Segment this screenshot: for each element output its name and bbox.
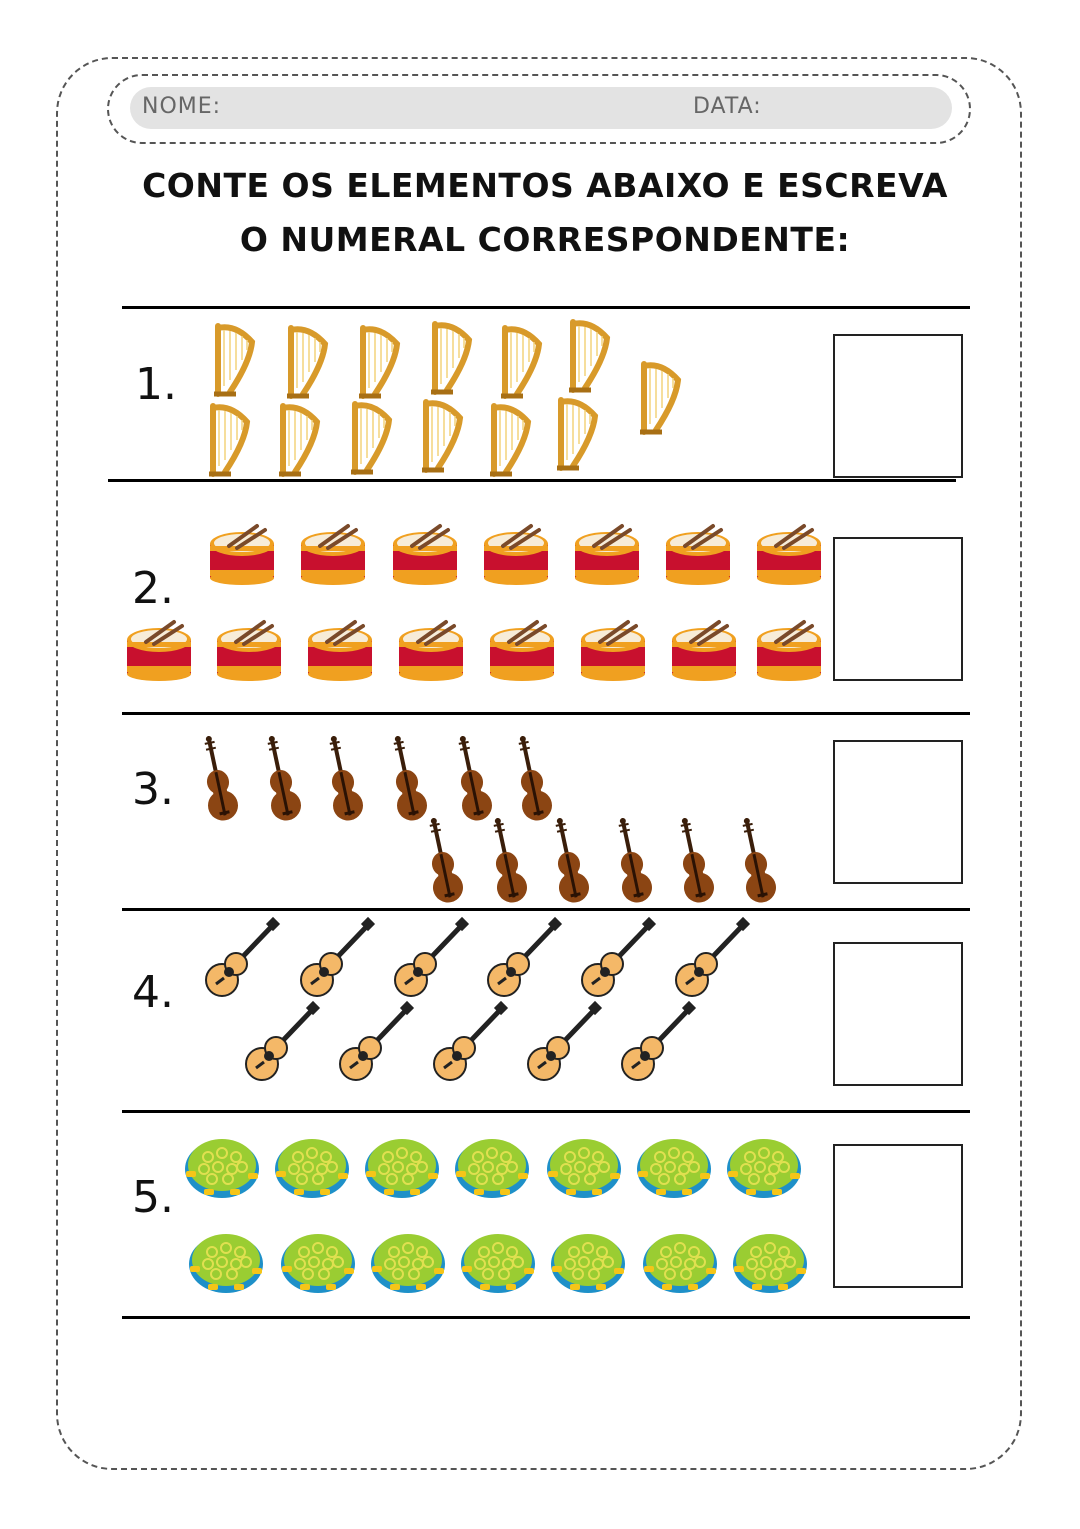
violin-icon bbox=[318, 732, 368, 824]
guitar-icon bbox=[616, 1002, 696, 1082]
harp-icon bbox=[210, 320, 260, 400]
answer-box-2[interactable] bbox=[833, 537, 963, 681]
instruction-line-1: CONTE OS ELEMENTOS ABAIXO E ESCREVA bbox=[142, 166, 948, 205]
divider-rule bbox=[122, 306, 970, 309]
guitar-icon bbox=[389, 918, 469, 998]
divider-rule bbox=[122, 712, 970, 715]
tambourine-icon bbox=[640, 1226, 720, 1296]
drum-icon bbox=[754, 618, 824, 682]
tambourine-icon bbox=[362, 1131, 442, 1201]
harp-icon bbox=[275, 400, 325, 480]
harp-icon bbox=[553, 394, 603, 474]
harp-icon bbox=[347, 398, 397, 478]
harp-icon bbox=[427, 318, 477, 398]
drum-icon bbox=[390, 522, 460, 586]
exercise-number: 1. bbox=[135, 359, 177, 410]
violin-icon bbox=[256, 732, 306, 824]
drum-icon bbox=[124, 618, 194, 682]
drum-icon bbox=[669, 618, 739, 682]
violin-icon bbox=[482, 814, 532, 906]
harp-icon bbox=[486, 400, 536, 480]
exercise-number: 4. bbox=[132, 967, 174, 1018]
violin-icon bbox=[447, 732, 497, 824]
violin-icon bbox=[731, 814, 781, 906]
guitar-icon bbox=[240, 1002, 320, 1082]
tambourine-icon bbox=[458, 1226, 538, 1296]
drum-icon bbox=[578, 618, 648, 682]
drum-icon bbox=[754, 522, 824, 586]
answer-box-3[interactable] bbox=[833, 740, 963, 884]
violin-icon bbox=[607, 814, 657, 906]
name-date-field[interactable] bbox=[130, 87, 952, 129]
guitar-icon bbox=[522, 1002, 602, 1082]
harp-icon bbox=[565, 316, 615, 396]
violin-icon bbox=[418, 814, 468, 906]
instruction-line-2: O NUMERAL CORRESPONDENTE: bbox=[239, 220, 851, 259]
tambourine-icon bbox=[368, 1226, 448, 1296]
guitar-icon bbox=[670, 918, 750, 998]
guitar-icon bbox=[295, 918, 375, 998]
date-label: DATA: bbox=[693, 94, 762, 119]
tambourine-icon bbox=[730, 1226, 810, 1296]
violin-icon bbox=[544, 814, 594, 906]
harp-icon bbox=[205, 400, 255, 480]
harp-icon bbox=[418, 396, 468, 476]
answer-box-4[interactable] bbox=[833, 942, 963, 1086]
tambourine-icon bbox=[272, 1131, 352, 1201]
drum-icon bbox=[487, 618, 557, 682]
guitar-icon bbox=[200, 918, 280, 998]
tambourine-icon bbox=[452, 1131, 532, 1201]
tambourine-icon bbox=[182, 1131, 262, 1201]
exercise-number: 5. bbox=[132, 1172, 174, 1223]
drum-icon bbox=[481, 522, 551, 586]
divider-rule bbox=[122, 1316, 970, 1319]
tambourine-icon bbox=[544, 1131, 624, 1201]
tambourine-icon bbox=[548, 1226, 628, 1296]
harp-icon bbox=[636, 358, 686, 438]
drum-icon bbox=[207, 522, 277, 586]
tambourine-icon bbox=[724, 1131, 804, 1201]
tambourine-icon bbox=[634, 1131, 714, 1201]
name-label: NOME: bbox=[142, 94, 222, 119]
violin-icon bbox=[669, 814, 719, 906]
divider-rule bbox=[122, 908, 970, 911]
exercise-number: 3. bbox=[132, 764, 174, 815]
violin-icon bbox=[193, 732, 243, 824]
drum-icon bbox=[572, 522, 642, 586]
guitar-icon bbox=[428, 1002, 508, 1082]
harp-icon bbox=[497, 322, 547, 402]
drum-icon bbox=[396, 618, 466, 682]
guitar-icon bbox=[482, 918, 562, 998]
drum-icon bbox=[663, 522, 733, 586]
tambourine-icon bbox=[186, 1226, 266, 1296]
answer-box-1[interactable] bbox=[833, 334, 963, 478]
drum-icon bbox=[298, 522, 368, 586]
exercise-number: 2. bbox=[132, 563, 174, 614]
drum-icon bbox=[305, 618, 375, 682]
violin-icon bbox=[507, 732, 557, 824]
guitar-icon bbox=[576, 918, 656, 998]
answer-box-5[interactable] bbox=[833, 1144, 963, 1288]
violin-icon bbox=[382, 732, 432, 824]
harp-icon bbox=[355, 322, 405, 402]
guitar-icon bbox=[334, 1002, 414, 1082]
harp-icon bbox=[283, 322, 333, 402]
divider-rule bbox=[122, 1110, 970, 1113]
tambourine-icon bbox=[278, 1226, 358, 1296]
drum-icon bbox=[214, 618, 284, 682]
